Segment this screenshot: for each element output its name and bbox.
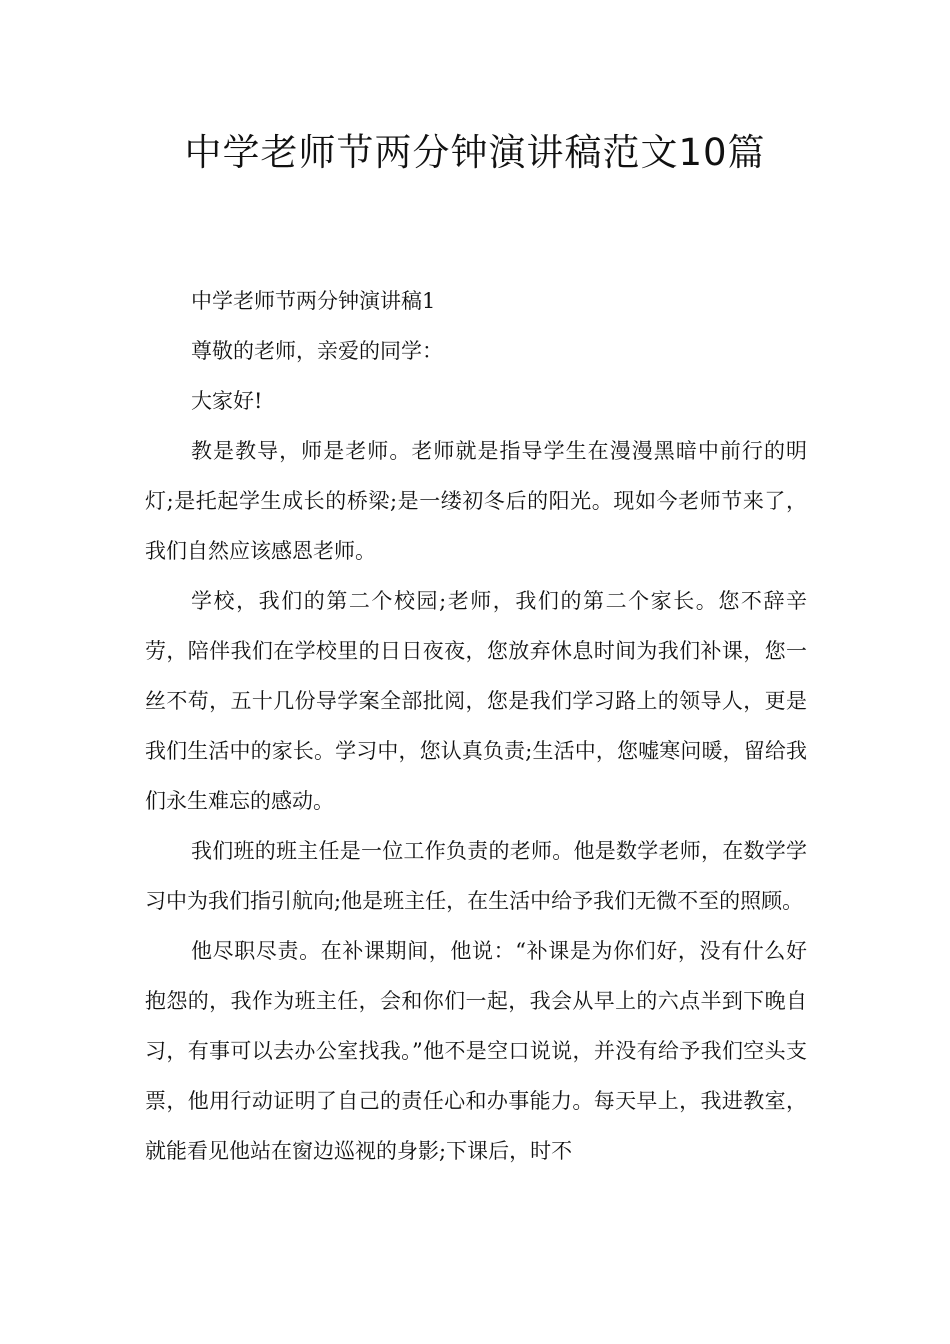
section-heading: 中学老师节两分钟演讲稿1 — [191, 289, 436, 313]
paragraph: 教是教导，师是老师。老师就是指导学生在漫漫黑暗中前行的明灯;是托起学生成长的桥梁;是一缕初冬后的阳光。现如今老师节来了，我们自然应该感恩老师。 — [145, 439, 807, 563]
paragraph: 我们班的班主任是一位工作负责的老师。他是数学老师，在数学学习中为我们指引航向;他是班主任，在生活中给予我们无微不至的照顾。 — [145, 839, 807, 913]
paragraph: 他尽职尽责。在补课期间，他说：“补课是为你们好，没有什么好抱怨的，我作为班主任，会和你们一起，我会从早上的六点半到下晚自习，有事可以去办公室找我。”他不是空口说说，并没有给予我们空头支票，他用行动证明了自己的责任心和办事能力。每天早上，我进教室，就能看见他站在窗边巡视的身影;下课后，时不 — [145, 939, 807, 1163]
document-title: 中学老师节两分钟演讲稿范文10篇 — [184, 131, 766, 174]
salutation: 尊敬的老师，亲爱的同学： — [191, 339, 443, 363]
greeting: 大家好! — [191, 389, 263, 413]
document-body — [145, 276, 807, 1176]
paragraph: 学校，我们的第二个校园;老师，我们的第二个家长。您不辞辛劳，陪伴我们在学校里的日日夜夜，您放弃休息时间为我们补课，您一丝不苟，五十几份导学案全部批阅，您是我们学习路上的领导人，更是我们生活中的家长。学习中，您认真负责;生活中，您嘘寒问暖，留给我们永生难忘的感动。 — [145, 589, 807, 813]
